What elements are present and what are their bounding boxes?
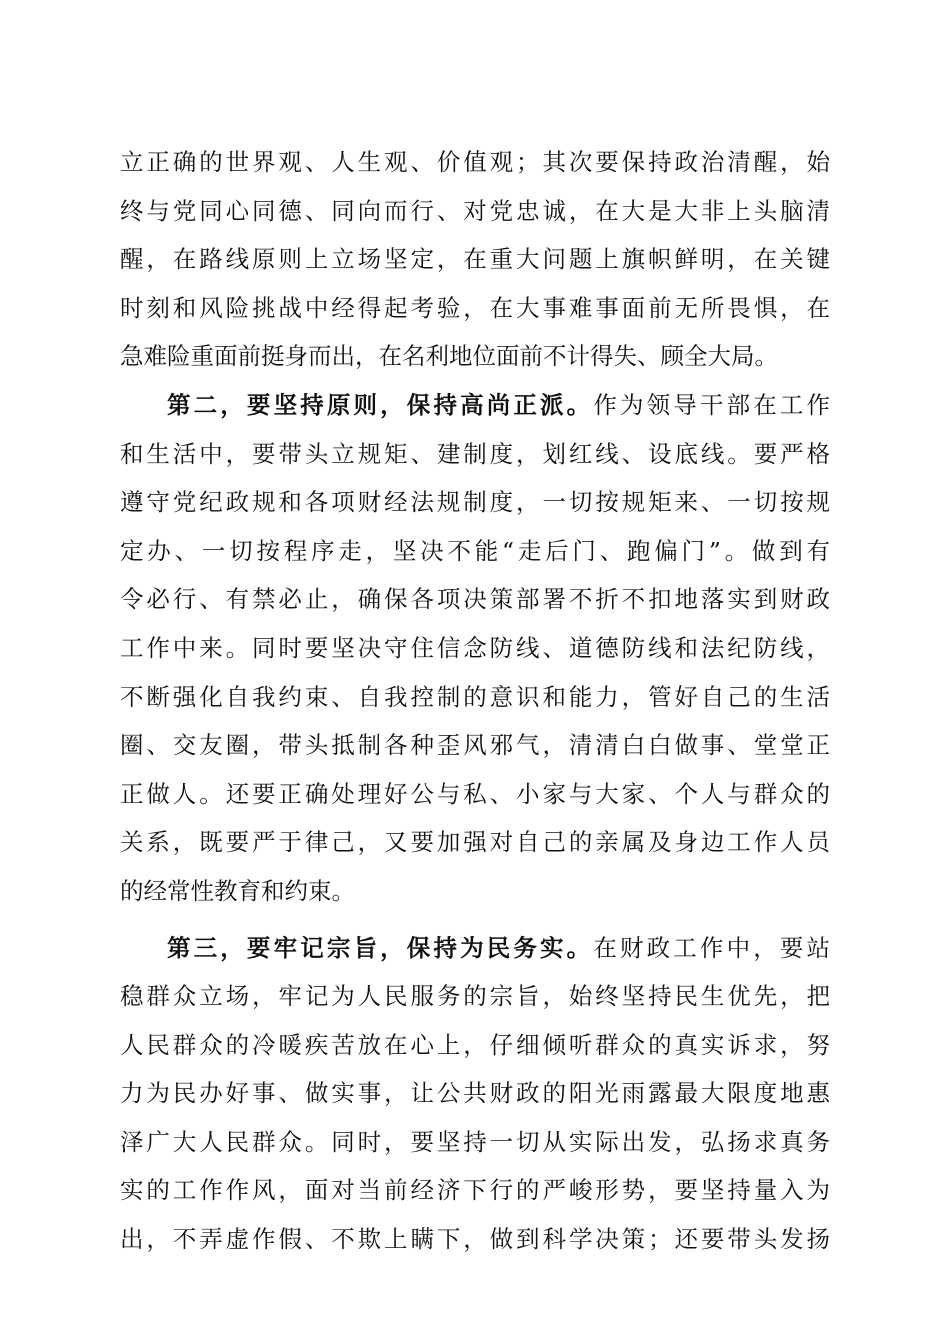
text-line: 圈、交友圈，带头抵制各种歪风邪气，清清白白做事、堂堂正 [120,731,830,760]
text-line: 终与党同心同德、同向而行、对党忠诚，在大是大非上头脑清 [120,196,830,225]
text-line: 关系，既要严于律己，又要加强对自己的亲属及身边工作人员 [120,828,830,857]
text-line [120,924,830,973]
text-line: 力为民办好事、做实事，让公共财政的阳光雨露最大限度地惠 [120,1079,830,1108]
section-heading: 第三，要牢记宗旨，保持为民务实。 [167,933,594,962]
text-line: 定办、一切按程序走，坚决不能“走后门、跑偏门”。做到有 [120,536,830,565]
text-line: 实的工作作风，面对当前经济下行的严峻形势，要坚持量入为 [120,1176,830,1205]
text-line: 令必行、有禁必止，确保各项决策部署不折不扣地落实到财政 [120,585,830,614]
text-line: 人民群众的冷暖疾苦放在心上，仔细倾听群众的真实诉求，努 [120,1030,830,1059]
text-line: 急难险重面前挺身而出，在名利地位面前不计得失、顾全大局。 [120,342,778,371]
text-line: 立正确的世界观、人生观、价值观；其次要保持政治清醒，始 [120,148,830,176]
document-body [120,138,830,1264]
paragraph-gap [120,916,830,924]
text-line: 和生活中，要带头立规矩、建制度，划红线、设底线。要严格 [120,439,830,468]
text-line: 泽广大人民群众。同时，要坚持一切从实际出发，弘扬求真务 [120,1127,830,1156]
paragraph-2 [120,381,830,916]
text-line: 时刻和风险挑战中经得起考验，在大事难事面前无所畏惧，在 [120,293,830,322]
paragraph-1 [120,138,830,381]
text-line: 醒，在路线原则上立场坚定，在重大问题上旗帜鲜明，在关键 [120,245,830,274]
text-line: 稳群众立场，牢记为人民服务的宗旨，始终坚持民生优先，把 [120,982,830,1011]
text-line: 工作中来。同时要坚决守住信念防线、道德防线和法纪防线， [120,633,830,662]
text-line: 的经常性教育和约束。 [120,876,355,905]
text-line: 出，不弄虚作假、不欺上瞒下，做到科学决策；还要带头发扬 [120,1225,830,1254]
section-heading: 第二，要坚持原则，保持高尚正派。 [167,390,594,419]
heading-trailing-text: 作为领导干部在工作 [593,390,831,419]
paragraph-3 [120,924,830,1264]
heading-trailing-text: 在财政工作中，要站 [593,933,831,962]
text-line: 遵守党纪政规和各项财经法规制度，一切按规矩来、一切按规 [120,488,830,517]
text-line [120,381,830,430]
text-line: 正做人。还要正确处理好公与私、小家与大家、个人与群众的 [120,779,830,808]
text-line: 不断强化自我约束、自我控制的意识和能力，管好自己的生活 [120,682,830,711]
